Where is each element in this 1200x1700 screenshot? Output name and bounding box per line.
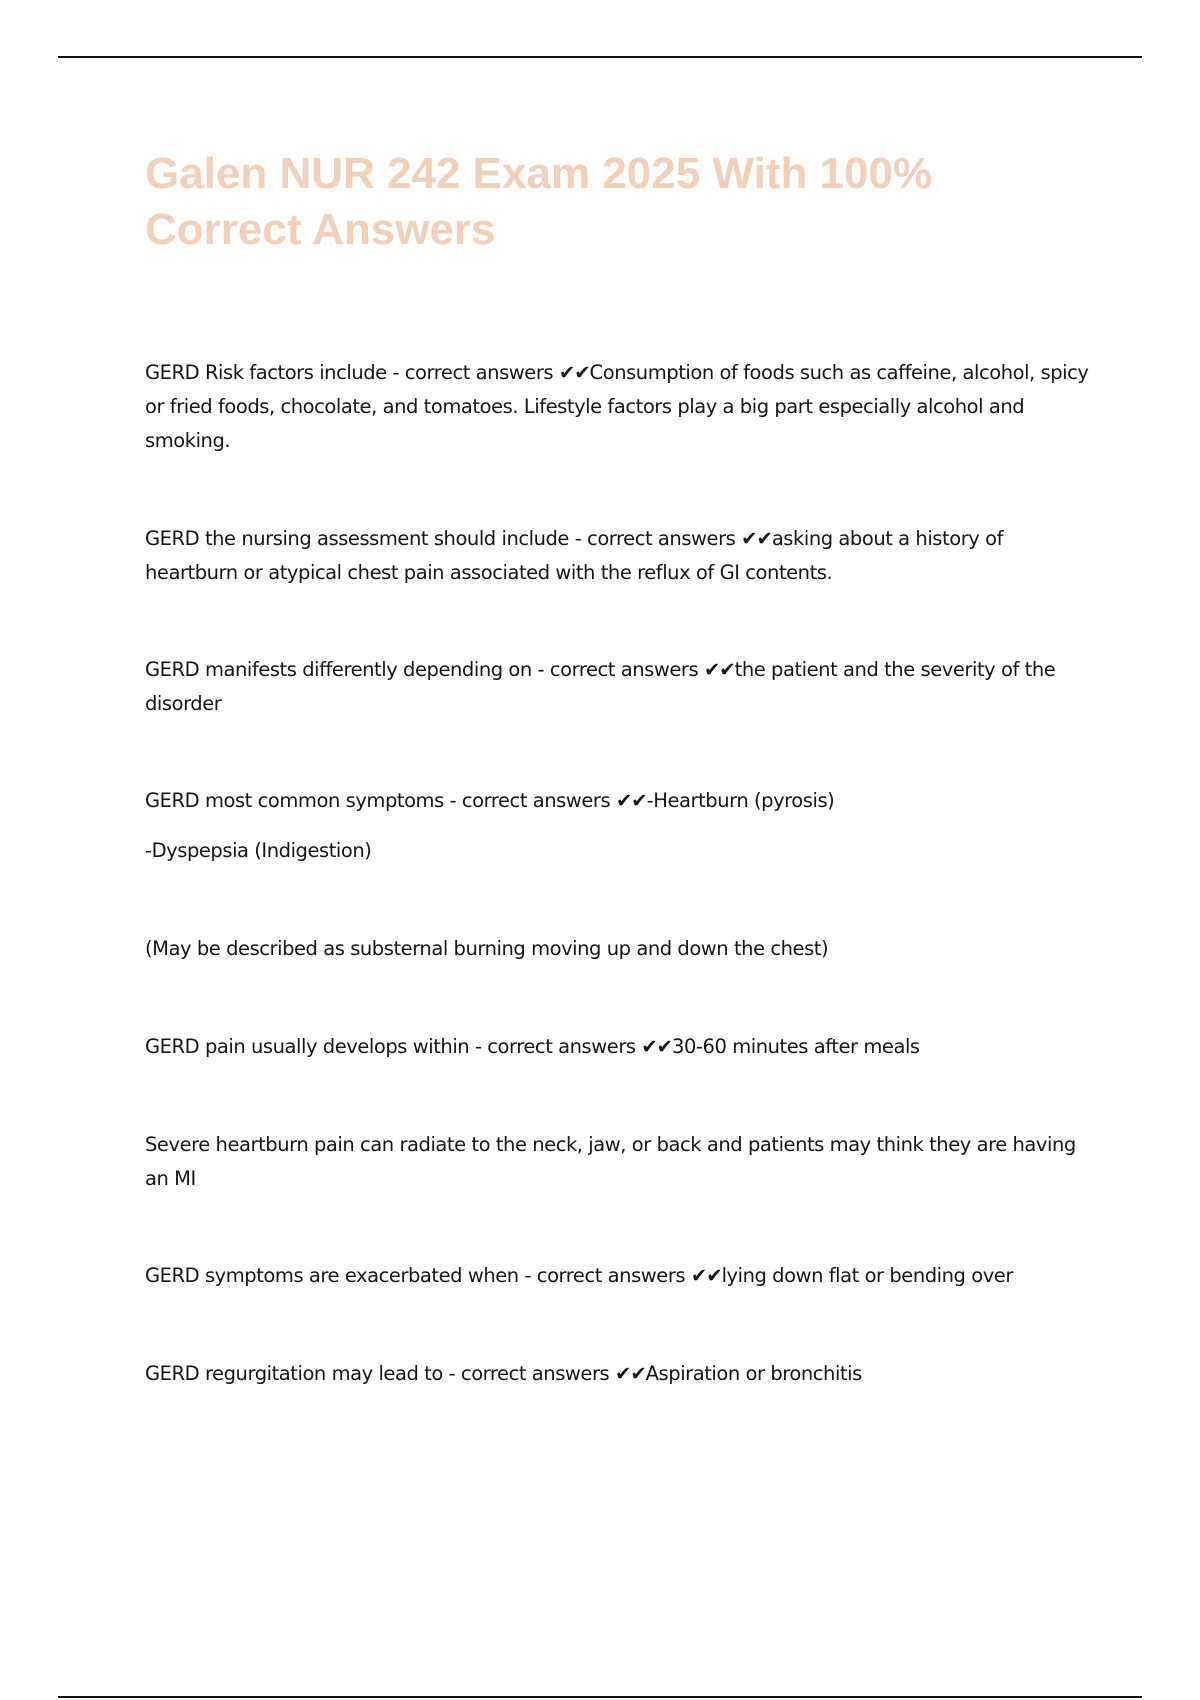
qa-paragraph [145,1030,1090,1064]
qa-paragraph [145,1259,1090,1293]
question-text: GERD the nursing assessment should include - correct answers [145,527,742,550]
answer-text: 30-60 minutes after meals [672,1035,920,1058]
qa-paragraph [145,653,1090,721]
bottom-divider [58,1696,1142,1698]
answer-text: -Heartburn (pyrosis) [646,789,835,812]
question-text: GERD pain usually develops within - correct answers [145,1035,642,1058]
double-check-icon: ✔✔ [703,658,735,681]
answer-text: lying down flat or bending over [721,1264,1013,1287]
question-text: GERD Risk factors include - correct answers [145,361,559,384]
question-text: GERD symptoms are exacerbated when - correct answers [145,1264,691,1287]
qa-paragraph [145,356,1090,458]
text-paragraph: (May be described as substernal burning moving up and down the chest) [145,937,829,960]
text-paragraph: Severe heartburn pain can radiate to the neck, jaw, or back and patients may think they are having an MI [145,1133,1076,1190]
double-check-icon: ✔✔ [615,789,647,812]
answer-text: the patient and the severity of the disorder [145,658,1056,715]
question-text: GERD most common symptoms - correct answers [145,789,616,812]
answer-text: Consumption of foods such as caffeine, alcohol, spicy or fried foods, chocolate, and tomatoes. Lifestyle factors play a big part especially alcohol and smoking. [145,361,1089,452]
answer-text: Aspiration or bronchitis [645,1362,862,1385]
qa-paragraph [145,784,1090,818]
double-check-icon: ✔✔ [690,1264,722,1287]
top-divider [58,56,1142,58]
document-body [145,356,1090,1391]
double-check-icon: ✔✔ [641,1035,673,1058]
question-text: GERD manifests differently depending on - correct answers [145,658,704,681]
qa-paragraph [145,522,1090,590]
text-paragraph: -Dyspepsia (Indigestion) [145,839,372,862]
answer-text: asking about a history of heartburn or atypical chest pain associated with the reflux of GI contents. [145,527,1003,584]
question-text: GERD regurgitation may lead to - correct answers [145,1362,615,1385]
double-check-icon: ✔✔ [558,361,590,384]
double-check-icon: ✔✔ [741,527,772,550]
document-title: Galen NUR 242 Exam 2025 With 100% Correct Answers [145,149,933,254]
qa-paragraph [145,1357,1090,1391]
double-check-icon: ✔✔ [614,1362,646,1385]
